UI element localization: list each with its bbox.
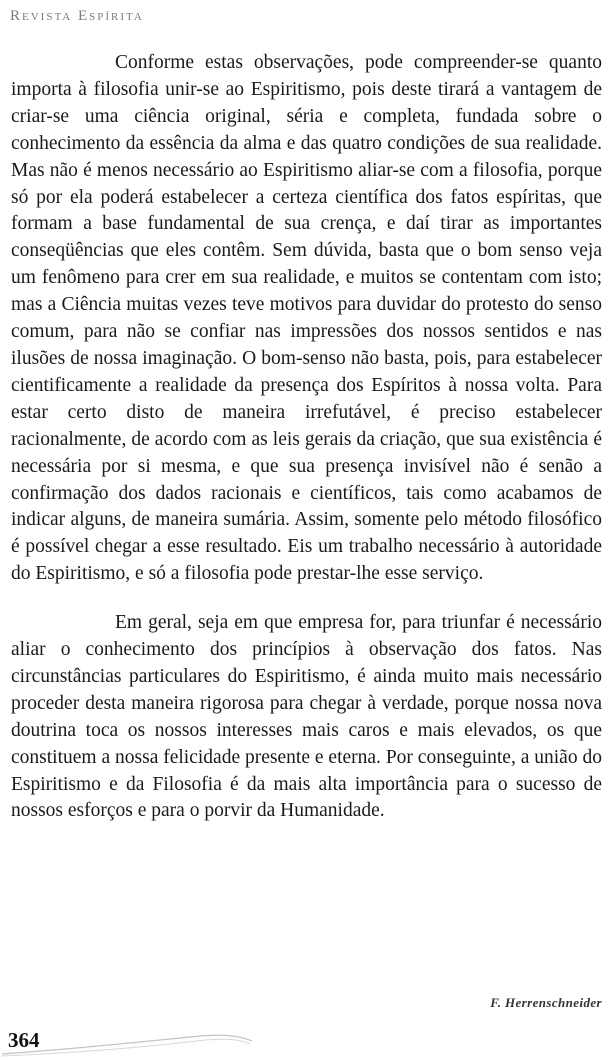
running-head: Revista Espírita — [10, 8, 144, 24]
paragraph-1: Conforme estas observações, pode compreender-se quanto importa à filosofia unir-se ao Espiritismo, pois deste tirará a vantagem de criar-se uma ciência original, séria e completa, fundada sobre o conhecimento da essência da alma e das quatro condições de sua realidade. Mas não é menos necessário ao Espiritismo aliar-se com a filosofia, porque só por ela poderá estabelecer a certeza científica dos fatos espíritas, que formam a base fundamental de sua crença, e daí tirar as importantes conseqüências que eles contêm. Sem dúvida, basta que o bom senso veja um fenômeno para crer em sua realidade, e muitos se contentam com isto; mas a Ciência muitas vezes teve motivos para duvidar do protesto do senso comum, para não se confiar nas impressões dos nossos sentidos e nas ilusões de nossa imaginação. O bom-senso não basta, pois, para estabelecer cientificamente a realidade da presença dos Espíritos à nossa volta. Para estar certo disto de maneira irrefutável, é preciso estabelecer racionalmente, de acordo com as leis gerais da criação, que sua existência é necessária por si mesma, e que sua presença invisível não é senão a confirmação dos dados racionais e científicos, tais como acabamos de indicar alguns, de maneira sumária. Assim, somente pelo método filosófico é possível chegar a esse resultado. Eis um trabalho necessário à autoridade do Espiritismo, e só a filosofia pode prestar-lhe esse serviço. — [11, 52, 602, 585]
paragraph-2: Em geral, seja em que empresa for, para triunfar é necessário aliar o conhecimento dos princípios à observação dos fatos. Nas circunstâncias particulares do Espiritismo, é ainda muito mais necessário proceder desta maneira rigorosa para chegar à verdade, porque nossa nova doutrina toca os nossos interesses mais caros e mais elevados, os que constituem a nossa felicidade presente e eterna. Por conseguinte, a união do Espiritismo e da Filosofia é da mais alta importância para o sucesso de nossos esforços e para o porvir da Humanidade. — [11, 612, 602, 822]
author-signature: F. Herrenschneider — [490, 995, 602, 1010]
page-number: 364 — [8, 1028, 40, 1052]
body-text — [11, 50, 602, 825]
